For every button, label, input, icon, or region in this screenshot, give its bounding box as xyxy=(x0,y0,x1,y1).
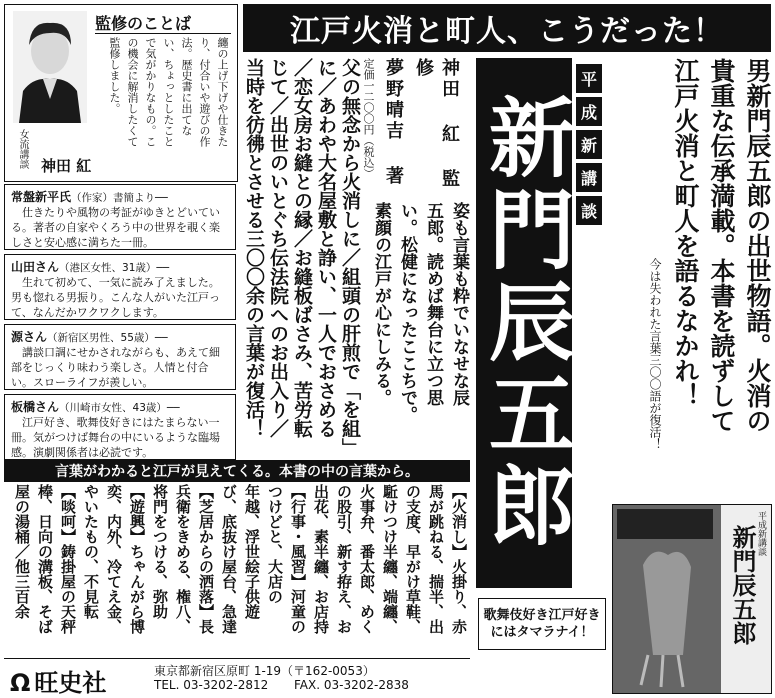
vocab-banner-text: 言葉がわかると江戸が見えてくる。本書の中の言葉から。 xyxy=(55,464,419,480)
vocab-column: 兵衛をきめる、権八、 xyxy=(174,484,192,634)
series-char: 成 xyxy=(576,97,602,126)
review-name: 源さん xyxy=(11,330,48,344)
review-card xyxy=(4,184,236,250)
headline-banner xyxy=(243,4,771,52)
series-column xyxy=(576,64,602,225)
story-block xyxy=(244,58,364,458)
vocab-column: び、底抜け屋台、急達 xyxy=(220,484,238,634)
supervisor-heading: 監修のことば xyxy=(95,11,231,34)
story-column: じて／出世のいとぐち伝法院へのお出入り／ xyxy=(267,58,289,438)
vocab-block xyxy=(4,484,470,654)
vocab-column: やいたもの、不見転 xyxy=(82,484,100,619)
review-card xyxy=(4,394,236,460)
vocab-column: の支度、早がけ草鞋、 xyxy=(404,484,422,634)
review-text: 仕きたりや風物の考証がゆきとどいている。著者の自家やくろう中の世界を覗く楽しさと安心感に満ちた一冊。 xyxy=(11,206,220,249)
supervisor-text: 纏の上げ下げや仕きたり、付合いや遊びの作法。歴史書に出てない、ちょっとしたことで気がかりなもの。この機会に解消したくて監修しました。 xyxy=(108,37,229,147)
cover-tagline-box xyxy=(478,598,606,650)
review-note: （作家）書簡より── xyxy=(71,192,168,204)
vocab-column: 【啖呵】鋳掛屋の天秤 xyxy=(59,484,77,634)
review-text: 江戸好き、歌舞伎好きにはたまらない一冊。気がつけば舞台の中にいるような臨場感。演劇関係者は必読です。 xyxy=(11,416,220,459)
vocab-column: 火事弁、番太郎、めく xyxy=(358,484,376,634)
cover-tagline: 歌舞伎好き江戸好きにはタマラナイ！ xyxy=(483,608,601,640)
publisher-phone: TEL. 03-3202-2812 xyxy=(154,678,269,692)
omega-icon: Ω xyxy=(10,669,31,697)
vocab-column: 年越、浮世絵子供遊 xyxy=(243,484,261,619)
vocab-column: 馬が跳ねる、揣半、出 xyxy=(427,484,445,634)
review-note: （港区女性、31歳）── xyxy=(59,262,170,274)
review-name: 板橋さん xyxy=(11,400,60,414)
headline: 江戸火消と町人、こうだった！ xyxy=(290,14,724,49)
series-char: 談 xyxy=(576,196,602,225)
story-column: 当時を彷彿とさせる三〇〇余の言葉が復活！ xyxy=(243,58,265,438)
vocab-banner xyxy=(4,460,470,482)
supervisor-box xyxy=(4,4,238,182)
review-note: （川崎市女性、43歳）── xyxy=(59,402,180,414)
pitch-column: 男新門辰五郎の出世物語。火消の xyxy=(743,58,772,433)
vocab-column: の股引、新す拵え、お xyxy=(335,484,353,634)
pitch-note: 今は失われた言葉三〇〇語が復活！ xyxy=(648,258,662,450)
title-block xyxy=(476,58,604,592)
publisher-logo xyxy=(10,663,106,698)
vocab-column: 【芝居からの洒落】長 xyxy=(197,484,215,634)
vocab-column: 奕、内外、冷てえ金、 xyxy=(105,484,123,634)
vocab-column: 【火消し】火掛り、赤 xyxy=(450,484,468,634)
credits-block xyxy=(362,58,462,198)
blurb-column: 姿も言葉も粋でいなせな辰 xyxy=(449,202,469,406)
series-char: 講 xyxy=(576,163,602,192)
vocab-column: 【遊興】ちゃんがら博 xyxy=(128,484,146,634)
supervisor-role: 女流講談 xyxy=(17,129,28,169)
book-title: 新門辰五郎 xyxy=(476,58,572,588)
cover-title: 新門辰五郎 xyxy=(728,525,757,645)
series-char: 平 xyxy=(576,64,602,93)
publisher-name: 旺史社 xyxy=(34,669,107,697)
story-column: ／恋女房お縫との縁／お縫板ばさみ、苦労転 xyxy=(291,58,313,438)
book-cover xyxy=(612,504,772,694)
vocab-column: 【行事・風習】河童の xyxy=(289,484,307,634)
blurb-column: い。松健になったここちで。 xyxy=(397,202,417,423)
pitch-column: 江戸火消と町人を語るなかれ！ xyxy=(671,58,700,408)
supervisor-name: 神田 紅 xyxy=(41,157,92,175)
vocab-column: 駈けつけ半纏、端纏、 xyxy=(381,484,399,634)
vocab-column: 出花、素半纏、お店持 xyxy=(312,484,330,634)
vocab-column: 屋の湯桶／他三百余 xyxy=(13,484,31,619)
review-name: 常盤新平氏 xyxy=(11,190,72,204)
vocab-column: つけどと、大店の xyxy=(266,484,284,604)
pitch-column: 貴重な伝承満載。本書を読ずして xyxy=(707,58,736,433)
reviews-column xyxy=(4,184,236,460)
blurb-column: 素顔の江戸が心にしみる。 xyxy=(371,202,391,406)
review-note: （新宿区男性、55歳）── xyxy=(47,332,168,344)
supervisor-portrait xyxy=(13,11,87,123)
story-column: 父の無念から火消しに／組頭の肝煎で「を組」 xyxy=(339,58,361,457)
publisher-address: 東京都新宿区原町 1-19（〒162-0053） xyxy=(154,664,375,678)
author-credit: 夢野晴吉 著 xyxy=(383,58,404,187)
publisher-fax: FAX. 03-3202-2838 xyxy=(294,678,409,692)
cover-series: 平成新講談 xyxy=(756,511,766,556)
supervisor-credit: 神田 紅 監修 xyxy=(413,58,460,190)
review-text: 生れて初めて、一気に読み了えました。男も惚れる男振り。こんな人がいた江戸って、なんだかワクワクします。 xyxy=(11,276,220,319)
series-char: 新 xyxy=(576,130,602,159)
publisher-footer xyxy=(4,658,470,695)
price: 定価一二〇〇円（税込） xyxy=(362,58,375,179)
pitch-block xyxy=(612,58,772,498)
blurb-column: 五郎。読めば舞台に立つ思 xyxy=(423,202,443,406)
story-column: に／あわや大名屋敷と諍い、一人でおさめる xyxy=(315,58,337,438)
review-name: 山田さん xyxy=(11,260,60,274)
review-card xyxy=(4,324,236,390)
review-card xyxy=(4,254,236,320)
vocab-column: 将門をつける、弥助 xyxy=(151,484,169,619)
vocab-column: 棒、日向の溝板、そば xyxy=(36,484,54,634)
review-text: 講談口調にせかされながらも、あえて細部をじっくり味わう楽しさ。人情と付合い。スローライフが羨しい。 xyxy=(11,346,220,389)
blurb-block xyxy=(368,202,472,458)
